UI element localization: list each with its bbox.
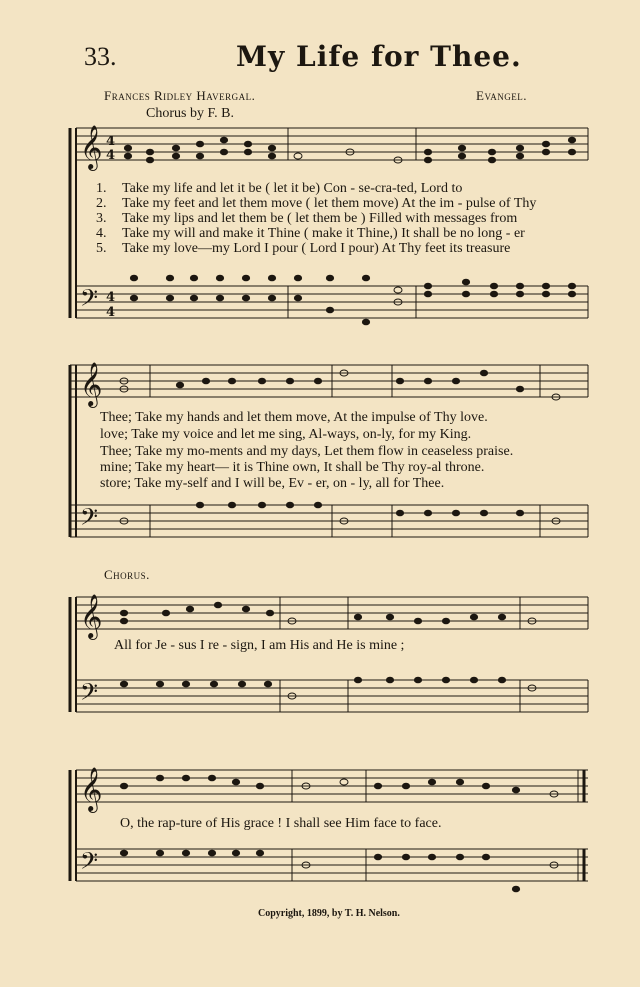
bass-clef-icon: 𝄢: [80, 284, 99, 317]
chorus-line-1: All for Je - sus I re - sign, I am His and He is mine ;: [114, 638, 405, 653]
chorus-label: Chorus.: [104, 567, 150, 582]
staff-system3-treble: [76, 597, 588, 629]
svg-text:4: 4: [106, 134, 116, 149]
svg-text:𝄢: 𝄢: [80, 678, 99, 711]
svg-text:4: 4: [106, 148, 116, 163]
notes-system4: [120, 775, 558, 892]
svg-text:𝄞: 𝄞: [80, 767, 103, 811]
copyright-notice: Copyright, 1899, by T. H. Nelson.: [258, 908, 400, 919]
verse-cont-line-2: love; Take my voice and let me sing, Al-ways, on-ly, for my King.: [100, 427, 472, 442]
staff-system1-treble: [76, 128, 588, 160]
staff-system3-bass: [76, 680, 588, 712]
staff-system2-bass: [70, 505, 588, 537]
svg-text:𝄞: 𝄞: [80, 362, 103, 406]
svg-text:4: 4: [106, 305, 116, 320]
verse-cont-line-1: Thee; Take my hands and let them move, At the impulse of Thy love.: [100, 410, 488, 425]
svg-text:𝄞: 𝄞: [80, 594, 103, 638]
staff-system2-treble: [70, 365, 588, 397]
chorus-credit: Chorus by F. B.: [146, 106, 234, 121]
hymn-number: 33.: [84, 42, 117, 71]
chorus-line-2: O, the rap-ture of His grace ! I shall see Him face to face.: [120, 816, 442, 831]
verse-cont-line-4: mine; Take my heart— it is Thine own, It shall be Thy roy-al throne.: [100, 460, 485, 475]
staff-system4-treble: [76, 770, 588, 802]
staff-system4-bass: [76, 849, 588, 881]
hymn-title: My Life for Thee.: [236, 40, 522, 73]
verse-cont-line-5: store; Take my-self and I will be, Ev - er, on - ly, all for Thee.: [100, 476, 445, 491]
staff-system1-bass: [76, 286, 588, 318]
treble-clef-icon: 𝄞: [80, 125, 103, 169]
verse-cont-line-3: Thee; Take my mo-ments and my days, Let them flow in ceaseless praise.: [100, 444, 514, 459]
svg-text:𝄢: 𝄢: [80, 503, 99, 536]
tune-name: Evangel.: [476, 88, 528, 103]
hymn-page: 33. My Life for Thee. Frances Ridley Havergal. Chorus by F. B. Evangel. 𝄞 𝄢 4 4 4 4 𝄞 𝄢 𝄞 𝄢 𝄞 𝄢 1. Take my life and let it be ( let it be) Con - se-cra-ted, Lord to 2. Take my feet and let them move ( let them move) At the im - pulse of Thy 3. Take my lips and let them be ( let them be ) Filled with messages from 4. Take my will and make it Thine ( make it Thine,) It shall be no long - er 5. Take my love—my Lord I pour ( Lord I pour) At Thy feet its treasure Thee; Take my hands and let them move, At the impulse of Thy love. love; Take my voice and let me sing, Al-ways, on-ly, for my King. Thee; Take my mo-ments and my days, Let them flow in ceaseless praise. mine; Take my heart— it is Thine own, It shall be Thy roy-al throne. store; Take my-self and I will be, Ev - er, on - ly, all for Thee. Chorus. All for Je - sus I re - sign, I am His and He is mine ; O, the rap-ture of His grace ! I shall see Him face to face. Copyright, 1899, by T. H. Nelson.: [0, 0, 640, 987]
author-credit: Frances Ridley Havergal.: [104, 88, 256, 103]
svg-text:4: 4: [106, 290, 116, 305]
svg-text:𝄢: 𝄢: [80, 847, 99, 880]
